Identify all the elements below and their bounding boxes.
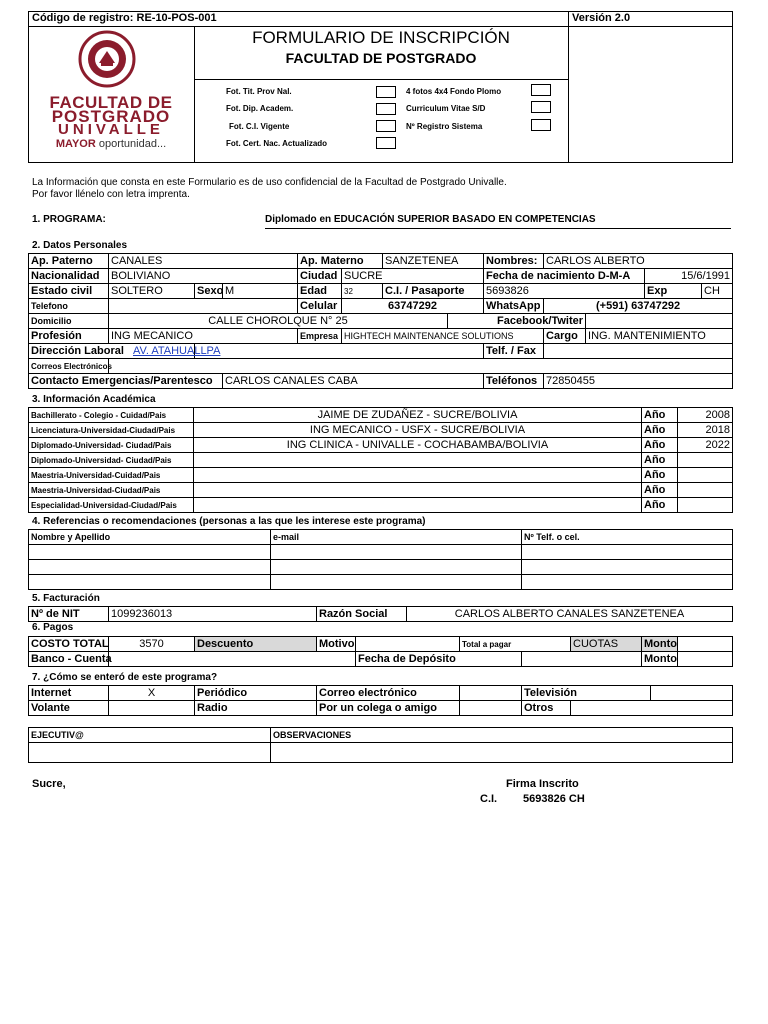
ref-nombre-cell[interactable] xyxy=(29,575,271,590)
academica-row-label: Maestria-Universidad-Cuidad/Pais xyxy=(29,468,194,483)
academica-row xyxy=(29,498,733,513)
nacionalidad-label: Nacionalidad xyxy=(29,269,109,284)
costo-label: COSTO TOTAL xyxy=(29,637,109,652)
ap-paterno-value[interactable]: CANALES xyxy=(109,254,298,269)
academica-row-year[interactable] xyxy=(678,468,733,483)
telefonos-value[interactable]: 72850455 xyxy=(544,374,733,389)
ap-materno-value[interactable]: SANZETENEA xyxy=(383,254,484,269)
section-pagos: 6. Pagos xyxy=(32,622,74,633)
datos-personales-table xyxy=(28,253,733,389)
academica-row xyxy=(29,408,733,423)
logo-line-3: UNIVALLE xyxy=(58,121,164,138)
ref-telf-cell[interactable] xyxy=(522,560,733,575)
domicilio-label: Domicilio xyxy=(29,314,109,329)
req-check-3[interactable] xyxy=(376,120,396,132)
motivo-label: Motivo xyxy=(317,637,356,652)
section-referencias: 4. Referencias o recomendaciones (personas a las que les interese este programa) xyxy=(32,516,426,527)
footer-lugar: Sucre, xyxy=(32,778,66,790)
req-right-1: 4 fotos 4x4 Fondo Plomo xyxy=(406,87,502,96)
ref-telf-cell[interactable] xyxy=(522,545,733,560)
razon-label: Razón Social xyxy=(317,607,407,622)
radio-label: Radio xyxy=(195,701,317,716)
logo-tagline xyxy=(28,138,194,150)
anio-label: Año xyxy=(642,453,678,468)
req-right-2: Curriculum Vitae S/D xyxy=(406,104,486,113)
banco-value[interactable] xyxy=(109,652,356,667)
dir-laboral-value[interactable] xyxy=(195,344,484,359)
cargo-value[interactable]: ING. MANTENIMIENTO xyxy=(586,329,733,344)
academica-row-label: Diplomado-Universidad- Ciudad/Pais xyxy=(29,438,194,453)
facebook-label: Facebook/Twiter xyxy=(448,314,586,329)
academica-row xyxy=(29,423,733,438)
anio-label: Año xyxy=(642,468,678,483)
motivo-value[interactable] xyxy=(356,637,460,652)
telf-fax-label: Telf. / Fax xyxy=(484,344,544,359)
internet-label: Internet xyxy=(29,686,109,701)
table-row xyxy=(29,575,733,590)
estado-civil-label: Estado civil xyxy=(29,284,109,299)
ref-nombre-cell[interactable] xyxy=(29,560,271,575)
facebook-value[interactable] xyxy=(586,314,733,329)
television-mark[interactable] xyxy=(651,686,733,701)
cuotas-label: CUOTAS xyxy=(571,637,642,652)
academica-row-value[interactable]: ING MECANICO - USFX - SUCRE/BOLIVIA xyxy=(194,423,642,438)
programa-underline xyxy=(265,228,731,229)
intro-line-2: Por favor llénelo con letra imprenta. xyxy=(32,189,190,200)
enterado-table xyxy=(28,685,733,716)
ref-email-cell[interactable] xyxy=(271,575,522,590)
fecha-deposito-value[interactable] xyxy=(522,652,642,667)
ciudad-label: Ciudad xyxy=(298,269,342,284)
academica-row-year[interactable] xyxy=(678,453,733,468)
ref-col-telf: Nº Telf. o cel. xyxy=(522,530,733,545)
univalle-seal-icon xyxy=(63,30,151,88)
academica-row xyxy=(29,468,733,483)
observaciones-value[interactable] xyxy=(271,743,733,763)
ref-email-cell[interactable] xyxy=(271,560,522,575)
correos-value[interactable] xyxy=(109,359,733,374)
total-pagar-label: Total a pagar xyxy=(460,637,571,652)
anio-label: Año xyxy=(642,423,678,438)
referencias-table xyxy=(28,529,733,590)
academica-row-year[interactable]: 2018 xyxy=(678,423,733,438)
req-check-2[interactable] xyxy=(376,103,396,115)
anio-label: Año xyxy=(642,438,678,453)
whatsapp-value[interactable]: (+591) 63747292 xyxy=(544,299,733,314)
correo-label: Correo electrónico xyxy=(317,686,460,701)
academica-row-label: Diplomado-Universidad- Ciudad/Pais xyxy=(29,453,194,468)
ref-col-email: e-mail xyxy=(271,530,522,545)
telefono-label: Telefono xyxy=(29,299,109,314)
req-check-6[interactable] xyxy=(531,101,551,113)
otros-label: Otros xyxy=(522,701,571,716)
req-left-2: Fot. Dip. Academ. xyxy=(226,104,294,113)
monto2-value[interactable] xyxy=(678,652,733,667)
ref-telf-cell[interactable] xyxy=(522,575,733,590)
exp-value[interactable]: CH xyxy=(702,284,733,299)
empresa-label: Empresa xyxy=(298,329,342,344)
nacionalidad-value[interactable]: BOLIVIANO xyxy=(109,269,298,284)
ci-value[interactable]: 5693826 xyxy=(484,284,645,299)
fecha-deposito-label: Fecha de Depósito xyxy=(356,652,522,667)
academica-row-label: Licenciatura-Universidad-Ciudad/Pais xyxy=(29,423,194,438)
academica-row xyxy=(29,453,733,468)
dir-laboral-label xyxy=(29,344,221,359)
academica-row xyxy=(29,438,733,453)
dir-laboral-label-text: Dirección Laboral xyxy=(31,344,124,357)
anio-label: Año xyxy=(642,498,678,513)
telf-fax-value[interactable] xyxy=(544,344,733,359)
contacto-label: Contacto Emergencias/Parentesco xyxy=(29,374,223,389)
profesion-value[interactable]: ING MECANICO xyxy=(109,329,298,344)
anio-label: Año xyxy=(642,483,678,498)
ref-nombre-cell[interactable] xyxy=(29,545,271,560)
logo-line-1: FACULTAD DE xyxy=(49,93,173,112)
volante-label: Volante xyxy=(29,701,109,716)
version-label: Versión 2.0 xyxy=(572,12,631,24)
section-enterado: 7. ¿Cómo se enteró de este programa? xyxy=(32,672,218,683)
observaciones-label: OBSERVACIONES xyxy=(271,728,733,743)
form-title: FORMULARIO DE INSCRIPCIÓN xyxy=(252,28,510,47)
programa-value: Diplomado en EDUCACIÓN SUPERIOR BASADO EN COMPETENCIAS xyxy=(265,214,596,225)
ref-col-nombre: Nombre y Apellido xyxy=(29,530,271,545)
colega-mark[interactable] xyxy=(460,701,522,716)
req-check-7[interactable] xyxy=(531,119,551,131)
correos-label: Correos Electrónicos xyxy=(29,359,109,374)
academica-row-value[interactable] xyxy=(194,483,642,498)
req-left-4: Fot. Cert. Nac. Actualizado xyxy=(226,139,328,148)
celular-value[interactable]: 63747292 xyxy=(342,299,484,314)
edad-value[interactable]: 32 xyxy=(342,284,383,299)
intro-line-1: La Información que consta en este Formulario es de uso confidencial de la Facultad de Postgrado Univalle. xyxy=(32,177,507,188)
celular-label: Celular xyxy=(298,299,342,314)
req-check-1[interactable] xyxy=(376,86,396,98)
periodico-label: Periódico xyxy=(195,686,317,701)
nombres-label: Nombres: xyxy=(484,254,544,269)
tagline-oportunidad: oportunidad... xyxy=(98,138,167,150)
monto-value[interactable] xyxy=(678,637,733,652)
nit-label: Nº de NIT xyxy=(29,607,109,622)
academica-row-year[interactable] xyxy=(678,483,733,498)
ap-paterno-label: Ap. Paterno xyxy=(29,254,109,269)
section-facturacion: 5. Facturación xyxy=(32,593,100,604)
academica-row-label: Especialidad-Universidad-Ciudad/Pais xyxy=(29,498,194,513)
contacto-value[interactable]: CARLOS CANALES CABA xyxy=(223,374,484,389)
telefonos-label: Teléfonos xyxy=(484,374,544,389)
razon-value[interactable]: CARLOS ALBERTO CANALES SANZETENEA xyxy=(407,607,733,622)
table-row xyxy=(29,560,733,575)
form-subtitle: FACULTAD DE POSTGRADO xyxy=(285,50,477,66)
section-datos-personales: 2. Datos Personales xyxy=(32,240,128,251)
nit-value[interactable]: 1099236013 xyxy=(109,607,317,622)
req-check-4[interactable] xyxy=(376,137,396,149)
academica-row-value[interactable]: ING CLINICA - UNIVALLE - COCHABAMBA/BOLIVIA xyxy=(194,438,642,453)
cargo-label: Cargo xyxy=(544,329,586,344)
empresa-value[interactable]: HIGHTECH MAINTENANCE SOLUTIONS xyxy=(342,329,544,344)
anio-label: Año xyxy=(642,408,678,423)
estado-civil-value[interactable]: SOLTERO xyxy=(109,284,195,299)
monto-label: Monto xyxy=(642,637,678,652)
academica-row xyxy=(29,483,733,498)
pagos-table xyxy=(28,636,733,667)
dir-laboral-link[interactable]: AV. ATAHUALLPA xyxy=(132,344,221,357)
ci-label: C.I. / Pasaporte xyxy=(383,284,484,299)
fecha-nac-label: Fecha de nacimiento D-M-A xyxy=(484,269,645,284)
registro-code: Código de registro: RE-10-POS-001 xyxy=(32,12,217,24)
facturacion-table xyxy=(28,606,733,622)
ejecutivo-label: EJECUTIV@ xyxy=(29,728,271,743)
volante-mark[interactable] xyxy=(109,701,195,716)
television-label: Televisión xyxy=(522,686,651,701)
exp-label: Exp xyxy=(645,284,702,299)
ref-email-cell[interactable] xyxy=(271,545,522,560)
whatsapp-label: WhatsApp xyxy=(484,299,544,314)
ejecutivo-table xyxy=(28,727,733,763)
academica-row-label: Maestria-Universidad-Ciudad/Pais xyxy=(29,483,194,498)
nombres-value[interactable]: CARLOS ALBERTO xyxy=(544,254,733,269)
req-right-3: Nº Registro Sistema xyxy=(406,122,483,131)
descuento-label: Descuento xyxy=(195,637,317,652)
monto2-label: Monto xyxy=(642,652,678,667)
sexo-value[interactable]: M xyxy=(223,284,298,299)
tagline-mayor: MAYOR xyxy=(55,138,96,150)
domicilio-value[interactable]: CALLE CHOROLQUE N° 25 xyxy=(109,314,448,329)
academica-table xyxy=(28,407,733,513)
req-left-3: Fot. C.I. Vigente xyxy=(229,122,290,131)
academica-row-value[interactable] xyxy=(194,498,642,513)
programa-label: 1. PROGRAMA: xyxy=(32,214,106,225)
academica-row-year[interactable]: 2022 xyxy=(678,438,733,453)
academica-row-value[interactable]: JAIME DE ZUDAÑEZ - SUCRE/BOLIVIA xyxy=(194,408,642,423)
academica-row-year[interactable]: 2008 xyxy=(678,408,733,423)
academica-row-label: Bachillerato - Colegio - Cuidad/Pais xyxy=(29,408,194,423)
footer-ci-label: C.I. xyxy=(480,793,498,805)
otros-value[interactable] xyxy=(571,701,733,716)
req-check-5[interactable] xyxy=(531,84,551,96)
banco-label: Banco - Cuenta xyxy=(29,652,109,667)
header-row-line xyxy=(28,26,733,27)
colega-label: Por un colega o amigo xyxy=(317,701,460,716)
header-vline-right xyxy=(568,11,569,163)
fecha-nac-value[interactable]: 15/6/1991 xyxy=(645,269,733,284)
section-academica: 3. Información Académica xyxy=(32,394,156,405)
profesion-label: Profesión xyxy=(29,329,109,344)
footer-firma: Firma Inscrito xyxy=(506,778,579,790)
academica-row-year[interactable] xyxy=(678,498,733,513)
ejecutivo-value[interactable] xyxy=(29,743,271,763)
academica-row-value[interactable] xyxy=(194,453,642,468)
req-left-1: Fot. Tit. Prov Nal. xyxy=(226,87,292,96)
ciudad-value[interactable]: SUCRE xyxy=(342,269,484,284)
correo-mark[interactable] xyxy=(460,686,522,701)
footer-ci-value: 5693826 CH xyxy=(523,793,585,805)
logo-line-2: POSTGRADO xyxy=(51,107,171,126)
title-underline xyxy=(194,79,568,80)
ap-materno-label: Ap. Materno xyxy=(298,254,383,269)
internet-mark[interactable]: X xyxy=(109,686,195,701)
academica-row-value[interactable] xyxy=(194,468,642,483)
edad-label: Edad xyxy=(298,284,342,299)
sexo-label: Sexo xyxy=(195,284,223,299)
telefono-value[interactable] xyxy=(109,299,298,314)
costo-value[interactable]: 3570 xyxy=(109,637,195,652)
table-row xyxy=(29,545,733,560)
